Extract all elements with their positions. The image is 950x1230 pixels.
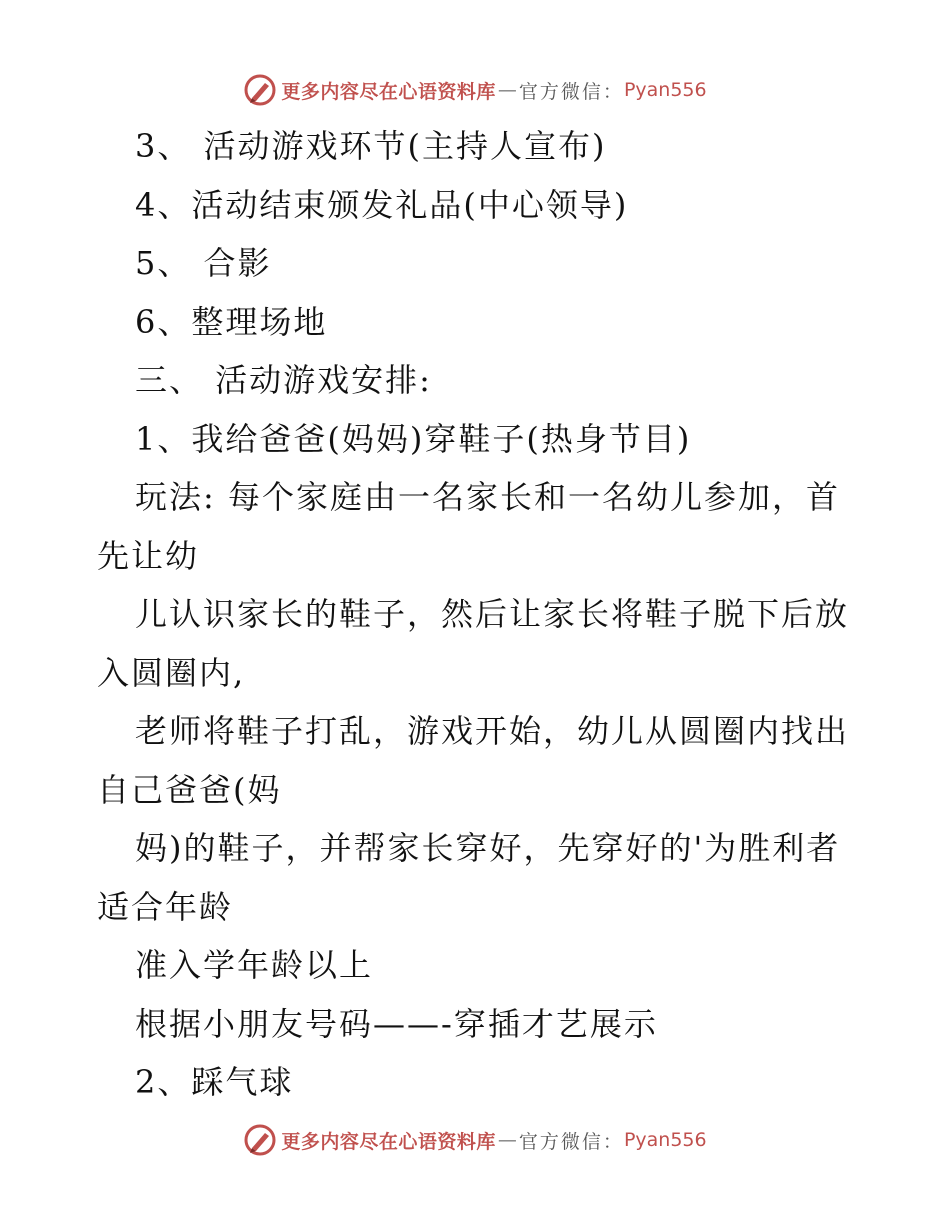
pen-logo-icon <box>243 1123 277 1157</box>
paragraph-line: 老师将鞋子打乱，游戏开始，幼儿从圆圈内找出 <box>135 712 850 750</box>
paragraph-line: 自己爸爸(妈 <box>97 770 282 809</box>
watermark-official-label: 官方微信： <box>518 1130 624 1153</box>
list-item-6: 6、整理场地 <box>135 302 328 341</box>
section-heading: 三、 活动游戏安排: <box>135 361 432 399</box>
game-title-2: 2、踩气球 <box>135 1063 294 1101</box>
paragraph-line: 玩法: 每个家庭由一名家长和一名幼儿参加，首 <box>135 478 840 516</box>
watermark-account-id: Pyan556 <box>623 1129 707 1151</box>
paragraph-line: 准入学年龄以上 <box>135 946 374 984</box>
document-body <box>97 117 857 1112</box>
game-title-1: 1、我给爸爸(妈妈)穿鞋子(热身节目) <box>135 419 692 458</box>
paragraph-line: 入圆圈内, <box>97 653 246 692</box>
watermark-dash: — <box>497 1129 517 1151</box>
watermark-text: 更多内容尽在心语资料库 <box>281 1130 496 1153</box>
watermark-official-label: 官方微信： <box>518 80 624 103</box>
list-item-5: 5、 合影 <box>135 244 272 282</box>
paragraph-line: 妈)的鞋子，并帮家长穿好，先穿好的'为胜利者 <box>135 829 841 867</box>
watermark-text: 更多内容尽在心语资料库 <box>281 80 496 103</box>
list-item-4: 4、活动结束颁发礼品(中心领导) <box>135 185 629 224</box>
paragraph-line: 适合年龄 <box>97 887 234 926</box>
footer-watermark <box>0 1120 950 1160</box>
paragraph-line: 儿认识家长的鞋子，然后让家长将鞋子脱下后放 <box>135 595 850 633</box>
watermark-dash: — <box>497 79 517 101</box>
pen-logo-icon <box>243 73 277 107</box>
paragraph-line: 先让幼 <box>97 536 200 575</box>
watermark-account-id: Pyan556 <box>623 79 707 101</box>
header-watermark <box>0 70 950 110</box>
paragraph-line: 根据小朋友号码——-穿插才艺展示 <box>135 1004 658 1043</box>
list-item-3: 3、 活动游戏环节(主持人宣布) <box>135 127 607 165</box>
